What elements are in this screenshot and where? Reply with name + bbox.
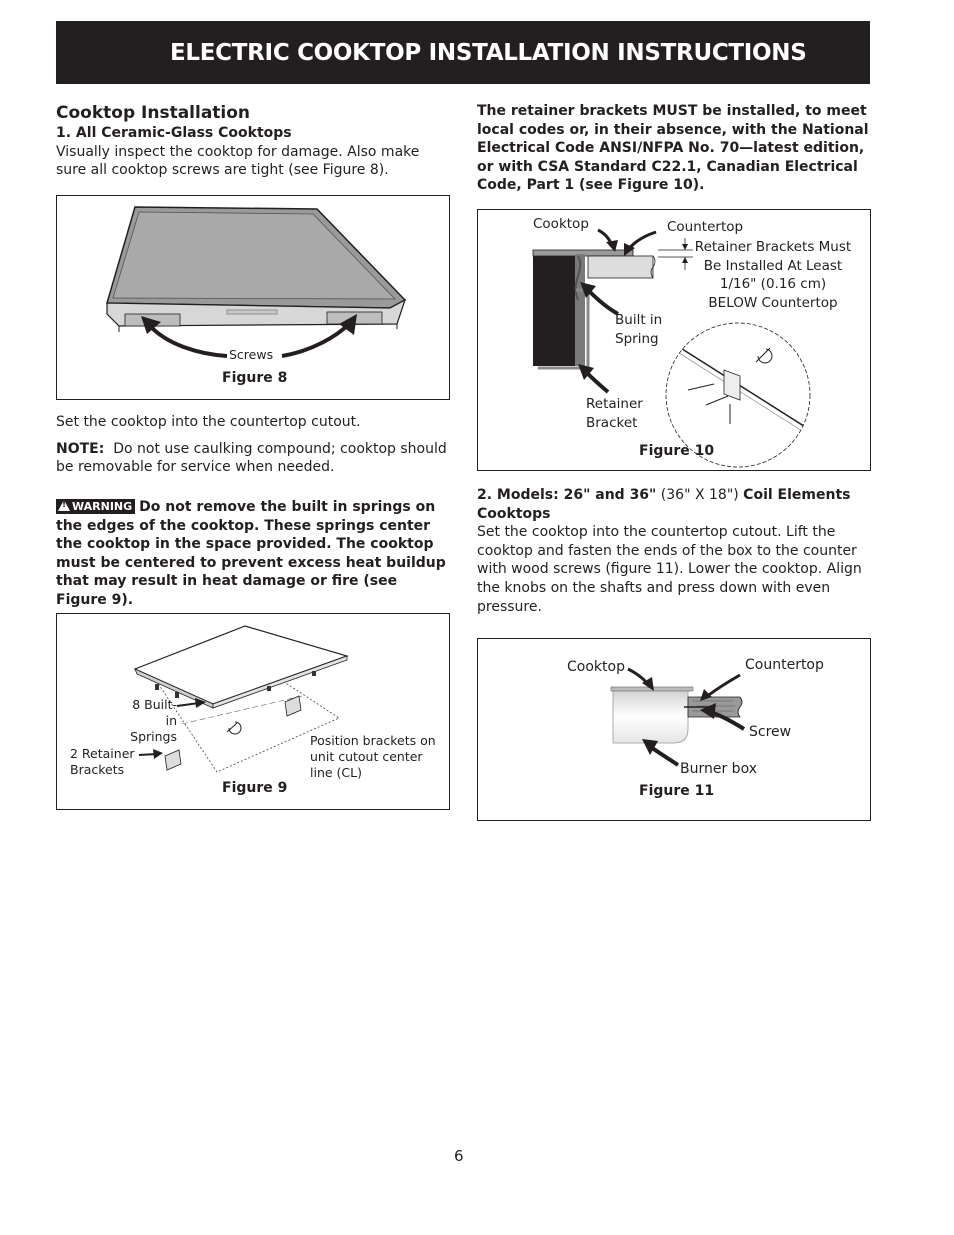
figure-11-caption: Figure 11 — [639, 783, 715, 799]
retainer-requirement-text: The retainer brackets MUST be installed, to meet local codes or, in their absence, with the National Electrical Code ANSI/NFPA No. 70—latest edition, or with CSA Standard C22.1, Canadian Electrical Code, Part 1 (see Figure 10). — [477, 103, 869, 194]
step2-text: Set the cooktop into the countertop cutout. Lift the cooktop and fasten the ends of the box to the counter with wood screws (figure 11). Lower the cooktop. Align the knobs on the shafts and press down with even pressure. — [477, 524, 862, 615]
figure-8-illustration — [57, 196, 449, 399]
warning-text: Do not remove the built in springs on the edges of the cooktop. These springs center the cooktop in the space provided. The cooktop must be centered to prevent excess heat buildup that may result in heat damage or fire (see Figure 9). — [56, 499, 446, 608]
retainer-brackets-label: 2 Retainer Brackets — [70, 746, 135, 777]
position-brackets-label: Position brackets on unit cutout center line (CL) — [310, 733, 436, 780]
fig10-bracket-label: Retainer Bracket — [586, 396, 643, 431]
springs-label: 8 Built-in Springs — [130, 697, 177, 744]
figure-8-caption: Figure 8 — [222, 370, 288, 386]
screws-label: Screws — [229, 347, 274, 362]
set-cooktop-text: Set the cooktop into the countertop cutout. — [56, 414, 361, 430]
step2-title: 2. Models: 26" and 36" (36" X 18") Coil Elements Cooktops — [477, 487, 851, 522]
note-paragraph — [56, 440, 450, 477]
figure-10 — [477, 209, 871, 471]
step2-block — [477, 486, 871, 616]
fig10-countertop-label: Countertop — [667, 219, 744, 235]
figure-9 — [56, 613, 450, 810]
fig10-spring-label: Built in Spring — [615, 312, 663, 347]
fig10-cooktop-label: Cooktop — [533, 216, 589, 232]
left-column-intro — [56, 102, 450, 180]
figure-8 — [56, 195, 450, 400]
warning-paragraph — [56, 498, 450, 610]
figure-9-caption: Figure 9 — [222, 780, 288, 796]
warning-badge-label: WARNING — [72, 500, 133, 513]
page-number: 6 — [454, 1147, 464, 1165]
figure-10-caption: Figure 10 — [639, 443, 715, 459]
note-text: Do not use caulking compound; cooktop should be removable for service when needed. — [56, 440, 447, 476]
fig10-must-install-label: Retainer Brackets Must Be Installed At Least 1/16" (0.16 cm) BELOW Countertop — [694, 239, 852, 311]
note-label: NOTE: — [56, 440, 105, 457]
fig11-burner-box-label: Burner box — [680, 761, 757, 777]
fig11-cooktop-label: Cooktop — [567, 659, 625, 675]
fig11-screw-label: Screw — [749, 724, 792, 740]
fig11-countertop-label: Countertop — [745, 657, 824, 673]
page-title: ELECTRIC COOKTOP INSTALLATION INSTRUCTIONS — [170, 39, 807, 66]
section-heading: Cooktop Installation — [56, 103, 251, 123]
left-column-middle — [56, 413, 450, 477]
step1-text: Visually inspect the cooktop for damage. Also make sure all cooktop screws are tight (see Figure 8). — [56, 143, 420, 179]
warning-triangle-icon — [58, 500, 70, 511]
page-header — [56, 21, 870, 84]
figure-11 — [477, 638, 871, 821]
step1-title: 1. All Ceramic-Glass Cooktops — [56, 125, 292, 141]
warning-badge — [56, 499, 135, 514]
